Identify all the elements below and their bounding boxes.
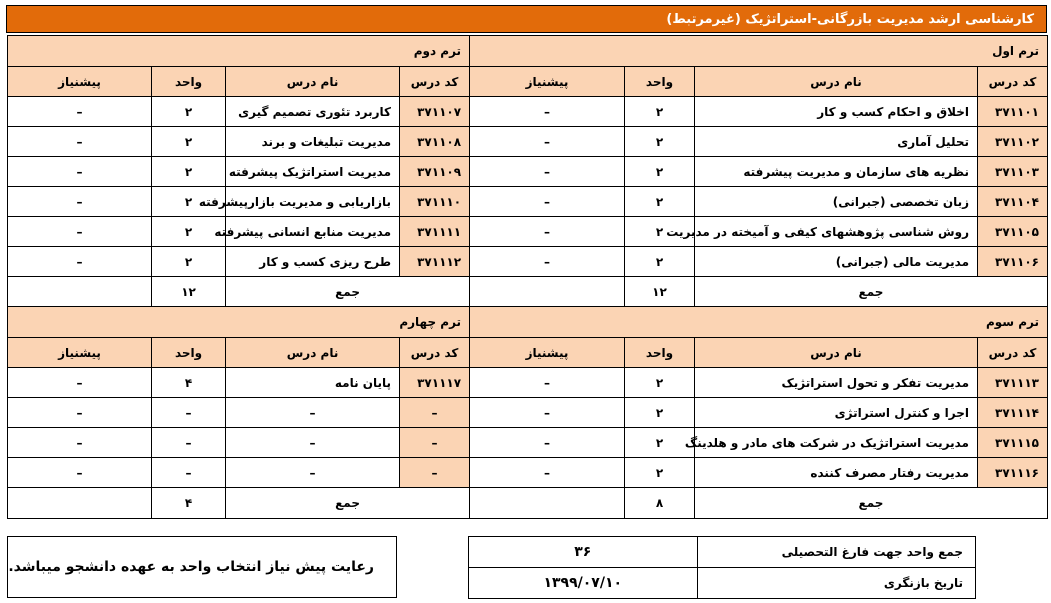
term-1-label: ترم اول	[470, 36, 1048, 67]
course-code: ۳۷۱۱۰۵	[978, 217, 1048, 247]
course-name: –	[226, 428, 400, 458]
summary-row-revision	[469, 568, 976, 599]
revision-date-value: ۱۳۹۹/۰۷/۱۰	[469, 568, 698, 599]
course-unit: ۴	[152, 368, 226, 398]
course-unit: ۲	[152, 157, 226, 187]
term-3-total: ۸	[625, 488, 695, 519]
course-name: اخلاق و احکام کسب و کار	[695, 97, 978, 127]
course-unit: ۲	[625, 458, 695, 488]
col-code-header: کد درس	[400, 67, 470, 97]
course-code: –	[400, 428, 470, 458]
course-name: بازاریابی و مدیریت بازارپیشرفته	[226, 187, 400, 217]
course-code: ۳۷۱۱۱۴	[978, 398, 1048, 428]
course-unit: ۲	[152, 97, 226, 127]
course-code: ۳۷۱۱۰۷	[400, 97, 470, 127]
term-3-label: ترم سوم	[470, 307, 1048, 338]
course-unit: –	[152, 458, 226, 488]
course-name: اجرا و کنترل استراتژی	[695, 398, 978, 428]
course-prereq: –	[470, 217, 625, 247]
summary-box	[468, 536, 976, 598]
course-unit: ۲	[625, 368, 695, 398]
table-row	[8, 398, 470, 428]
term-4-total-row	[8, 488, 470, 519]
term-2-label: ترم دوم	[8, 36, 470, 67]
course-prereq: –	[8, 368, 152, 398]
course-code: ۳۷۱۱۰۶	[978, 247, 1048, 277]
course-name: مدیریت استراتژیک در شرکت های مادر و هلدینگ	[695, 428, 978, 458]
course-name: مدیریت استراتژیک پیشرفته	[226, 157, 400, 187]
course-unit: ۲	[625, 127, 695, 157]
total-label: جمع	[695, 488, 1048, 519]
course-name: مدیریت رفتار مصرف کننده	[695, 458, 978, 488]
course-name: کاربرد تئوری تصمیم گیری	[226, 97, 400, 127]
course-code: ۳۷۱۱۱۵	[978, 428, 1048, 458]
table-row	[470, 217, 1048, 247]
course-unit: ۲	[625, 187, 695, 217]
course-prereq: –	[8, 398, 152, 428]
course-name: روش شناسی پژوهشهای کیفی و آمیخته در مدیریت	[695, 217, 978, 247]
total-units-value: ۳۶	[469, 537, 698, 568]
course-name: زبان تخصصی (جبرانی)	[695, 187, 978, 217]
course-name: مدیریت تبلیغات و برند	[226, 127, 400, 157]
col-prereq-header: پیشنیاز	[470, 67, 625, 97]
course-code: ۳۷۱۱۱۲	[400, 247, 470, 277]
term-4-label: ترم چهارم	[8, 307, 470, 338]
term-1-total-row	[470, 277, 1048, 308]
term-3-table	[469, 306, 1048, 519]
col-prereq-header: پیشنیاز	[470, 338, 625, 368]
table-row	[470, 398, 1048, 428]
course-prereq: –	[470, 97, 625, 127]
course-prereq: –	[470, 187, 625, 217]
table-row	[8, 187, 470, 217]
course-unit: –	[152, 398, 226, 428]
empty-cell	[8, 277, 152, 308]
summary-table	[468, 536, 976, 599]
table-row	[8, 247, 470, 277]
term-4-table	[7, 306, 470, 519]
total-label: جمع	[226, 488, 470, 519]
table-row	[470, 247, 1048, 277]
course-code: ۳۷۱۱۰۸	[400, 127, 470, 157]
course-code: ۳۷۱۱۰۲	[978, 127, 1048, 157]
course-name: پایان نامه	[226, 368, 400, 398]
col-name-header: نام درس	[695, 67, 978, 97]
course-code: ۳۷۱۱۱۷	[400, 368, 470, 398]
course-prereq: –	[8, 97, 152, 127]
table-row	[470, 368, 1048, 398]
course-unit: ۲	[625, 398, 695, 428]
course-prereq: –	[470, 458, 625, 488]
term-3-block	[469, 306, 1047, 519]
course-name: –	[226, 398, 400, 428]
table-row	[470, 97, 1048, 127]
course-prereq: –	[8, 217, 152, 247]
term-1-table	[469, 35, 1048, 308]
course-code: –	[400, 458, 470, 488]
course-name: –	[226, 458, 400, 488]
course-name: مدیریت مالی (جبرانی)	[695, 247, 978, 277]
total-label: جمع	[695, 277, 1048, 308]
table-row	[470, 458, 1048, 488]
prerequisite-note: رعایت پیش نیاز انتخاب واحد به عهده دانشجو میباشد.	[7, 536, 397, 598]
term-2-total-row	[8, 277, 470, 308]
table-row	[8, 157, 470, 187]
course-prereq: –	[470, 127, 625, 157]
col-code-header: کد درس	[978, 338, 1048, 368]
course-unit: ۲	[625, 428, 695, 458]
course-prereq: –	[470, 428, 625, 458]
total-label: جمع	[226, 277, 470, 308]
empty-cell	[470, 277, 625, 308]
course-prereq: –	[8, 127, 152, 157]
col-code-header: کد درس	[400, 338, 470, 368]
table-row	[8, 368, 470, 398]
course-name: نظریه های سازمان و مدیریت پیشرفته	[695, 157, 978, 187]
table-row	[8, 127, 470, 157]
term-2-block	[7, 35, 469, 308]
course-unit: ۲	[152, 217, 226, 247]
course-name: مدیریت منابع انسانی پیشرفته	[226, 217, 400, 247]
col-unit-header: واحد	[152, 67, 226, 97]
course-code: ۳۷۱۱۱۰	[400, 187, 470, 217]
table-row	[470, 127, 1048, 157]
col-prereq-header: پیشنیاز	[8, 338, 152, 368]
col-name-header: نام درس	[695, 338, 978, 368]
course-prereq: –	[470, 398, 625, 428]
term-1-block	[469, 35, 1047, 308]
course-code: ۳۷۱۱۰۳	[978, 157, 1048, 187]
term-1-total: ۱۲	[625, 277, 695, 308]
course-code: ۳۷۱۱۰۹	[400, 157, 470, 187]
course-code: ۳۷۱۱۰۱	[978, 97, 1048, 127]
col-unit-header: واحد	[152, 338, 226, 368]
table-row	[470, 187, 1048, 217]
table-row	[8, 217, 470, 247]
course-name: مدیریت تفکر و تحول استراتژیک	[695, 368, 978, 398]
col-name-header: نام درس	[226, 338, 400, 368]
table-row	[8, 458, 470, 488]
total-units-label: جمع واحد جهت فارغ التحصیلی	[697, 537, 976, 568]
program-title: کارشناسی ارشد مدیریت بازرگانی-استراتژیک (غیرمرتبط)	[6, 5, 1047, 33]
course-prereq: –	[470, 247, 625, 277]
col-prereq-header: پیشنیاز	[8, 67, 152, 97]
col-name-header: نام درس	[226, 67, 400, 97]
course-unit: ۲	[152, 187, 226, 217]
course-code: –	[400, 398, 470, 428]
course-unit: ۲	[625, 217, 695, 247]
course-prereq: –	[8, 428, 152, 458]
term-2-total: ۱۲	[152, 277, 226, 308]
summary-row-units	[469, 537, 976, 568]
course-unit: ۲	[152, 247, 226, 277]
course-unit: ۲	[152, 127, 226, 157]
course-code: ۳۷۱۱۰۴	[978, 187, 1048, 217]
course-unit: –	[152, 428, 226, 458]
table-row	[470, 428, 1048, 458]
course-prereq: –	[470, 368, 625, 398]
course-prereq: –	[8, 247, 152, 277]
course-prereq: –	[8, 187, 152, 217]
col-unit-header: واحد	[625, 338, 695, 368]
course-prereq: –	[470, 157, 625, 187]
term-2-table	[7, 35, 470, 308]
course-prereq: –	[8, 458, 152, 488]
course-unit: ۲	[625, 247, 695, 277]
course-unit: ۲	[625, 157, 695, 187]
empty-cell	[8, 488, 152, 519]
term-3-total-row	[470, 488, 1048, 519]
course-name: تحلیل آماری	[695, 127, 978, 157]
col-unit-header: واحد	[625, 67, 695, 97]
term-4-total: ۴	[152, 488, 226, 519]
course-code: ۳۷۱۱۱۳	[978, 368, 1048, 398]
course-unit: ۲	[625, 97, 695, 127]
revision-date-label: تاریخ بازنگری	[697, 568, 976, 599]
course-prereq: –	[8, 157, 152, 187]
empty-cell	[470, 488, 625, 519]
course-name: طرح ریزی کسب و کار	[226, 247, 400, 277]
course-code: ۳۷۱۱۱۶	[978, 458, 1048, 488]
table-row	[8, 428, 470, 458]
course-code: ۳۷۱۱۱۱	[400, 217, 470, 247]
col-code-header: کد درس	[978, 67, 1048, 97]
term-4-block	[7, 306, 469, 519]
table-row	[8, 97, 470, 127]
table-row	[470, 157, 1048, 187]
